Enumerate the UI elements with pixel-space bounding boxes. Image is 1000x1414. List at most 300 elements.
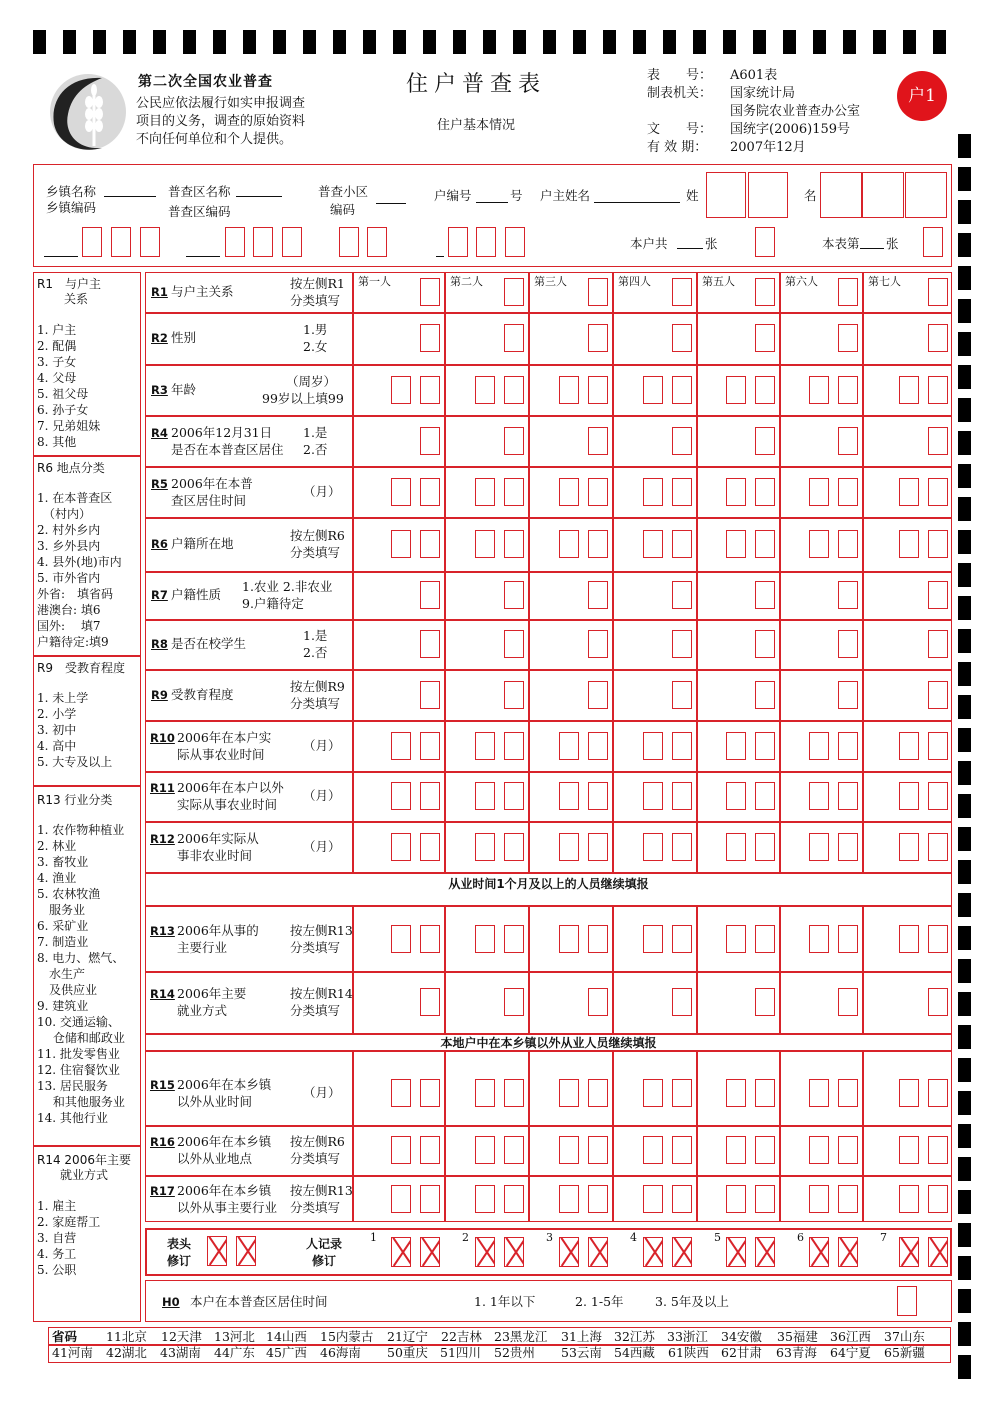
row-label-r14: 2006年主要 [177,986,247,1001]
timing-mark [958,827,971,851]
org-title: 第二次全国农业普查 [138,74,273,90]
input-box-r13[interactable] [559,925,579,953]
input-box-r13[interactable] [588,925,608,953]
row-note-r4: 2.否 [303,441,328,457]
input-box-r6[interactable] [928,530,948,558]
input-box-r5[interactable] [420,478,440,506]
input-box-r2[interactable] [588,324,608,352]
input-box-r15[interactable] [672,1079,692,1107]
row-note-r7: 9.户籍待定 [242,596,304,611]
input-box-r4[interactable] [755,427,775,455]
input-box-r10[interactable] [726,732,746,760]
input-box-r2[interactable] [928,324,948,352]
input-box-r11[interactable] [559,782,579,810]
timing-mark [213,30,226,54]
input-box-r11[interactable] [504,782,524,810]
input-box-r8[interactable] [838,630,858,658]
timing-mark [958,266,971,290]
row-code-r10: R10 [150,730,175,745]
person-revision-box[interactable] [928,1237,948,1267]
input-box-r16[interactable] [391,1136,411,1164]
input-box-r12[interactable] [809,833,829,861]
input-box-r6[interactable] [809,530,829,558]
input-box-r16[interactable] [726,1136,746,1164]
township-name-line[interactable] [104,196,156,197]
zhang-label: 张 [886,236,899,251]
input-box-r12[interactable] [504,833,524,861]
input-box-r1[interactable] [504,278,524,306]
province-code: 35福建 [777,1329,818,1344]
given-name-char-box[interactable] [820,172,862,218]
input-box-r5[interactable] [643,478,663,506]
timing-mark [958,1256,971,1280]
code-input-box[interactable] [505,227,525,257]
input-box-r12[interactable] [643,833,663,861]
input-box-r14[interactable] [755,988,775,1016]
legend-r13-item: 5. 农林牧渔 [37,887,101,901]
h0-input-box[interactable] [897,1286,917,1316]
input-box-r7[interactable] [420,581,440,609]
person-revision-box[interactable] [672,1237,692,1267]
surname-char-box[interactable] [748,172,788,218]
input-box-r15[interactable] [928,1079,948,1107]
legend-r1-item: 2. 配偶 [37,339,77,353]
input-box-r5[interactable] [672,478,692,506]
input-box-r16[interactable] [420,1136,440,1164]
input-box-r5[interactable] [755,478,775,506]
input-box-r9[interactable] [504,681,524,709]
notice-line-2: 项目的义务，调查的原始资料 [136,114,306,129]
this-sheet-box[interactable] [923,227,943,257]
legend-r14-item: 5. 公职 [37,1263,77,1277]
input-box-r3[interactable] [391,376,411,404]
input-box-r9[interactable] [588,681,608,709]
input-box-r17[interactable] [755,1185,775,1213]
input-box-r8[interactable] [420,630,440,658]
input-box-r17[interactable] [928,1185,948,1213]
input-box-r13[interactable] [643,925,663,953]
input-box-r14[interactable] [838,988,858,1016]
row-note-r9: 分类填写 [290,695,341,711]
input-box-r11[interactable] [809,782,829,810]
timing-mark [958,1322,971,1346]
header-revision-box[interactable] [236,1236,256,1266]
person-revision-box[interactable] [809,1237,829,1267]
input-box-r5[interactable] [475,478,495,506]
input-box-r13[interactable] [726,925,746,953]
input-box-r7[interactable] [588,581,608,609]
code-input-box[interactable] [253,227,273,257]
timing-mark [363,30,376,54]
input-box-r17[interactable] [899,1185,919,1213]
input-box-r6[interactable] [899,530,919,558]
input-box-r9[interactable] [420,681,440,709]
input-box-r13[interactable] [928,925,948,953]
input-box-r3[interactable] [838,376,858,404]
input-box-r10[interactable] [391,732,411,760]
input-box-r6[interactable] [391,530,411,558]
province-divider [48,1344,951,1346]
province-code: 43湖南 [160,1345,201,1360]
input-box-r5[interactable] [391,478,411,506]
person-revision-box[interactable] [391,1237,411,1267]
input-box-r10[interactable] [559,732,579,760]
input-box-r17[interactable] [504,1185,524,1213]
input-box-r16[interactable] [559,1136,579,1164]
code-input-box[interactable] [225,227,245,257]
timing-mark [958,530,971,554]
input-box-r3[interactable] [588,376,608,404]
this-sheet-line[interactable] [860,248,884,249]
timing-mark [123,30,136,54]
person-revision-box[interactable] [588,1237,608,1267]
input-box-r5[interactable] [588,478,608,506]
input-box-r10[interactable] [809,732,829,760]
input-box-r1[interactable] [838,278,858,306]
input-box-r15[interactable] [559,1079,579,1107]
input-box-r6[interactable] [726,530,746,558]
input-box-r17[interactable] [672,1185,692,1213]
input-box-r3[interactable] [504,376,524,404]
given-name-char-box[interactable] [862,172,904,218]
code-input-box[interactable] [282,227,302,257]
input-box-r6[interactable] [588,530,608,558]
person-column-header: 第四人 [618,275,651,288]
input-box-r7[interactable] [755,581,775,609]
input-box-r6[interactable] [838,530,858,558]
input-box-r15[interactable] [504,1079,524,1107]
input-box-r11[interactable] [755,782,775,810]
province-code: 15内蒙古 [320,1329,374,1344]
input-box-r6[interactable] [475,530,495,558]
input-box-r17[interactable] [588,1185,608,1213]
input-box-r12[interactable] [672,833,692,861]
input-box-r3[interactable] [475,376,495,404]
input-box-r3[interactable] [672,376,692,404]
legend-r13-item: 11. 批发零售业 [37,1047,120,1061]
input-box-r9[interactable] [838,681,858,709]
legend-r6-item: 3. 乡外县内 [37,539,101,553]
input-box-r15[interactable] [838,1079,858,1107]
input-box-r17[interactable] [391,1185,411,1213]
input-box-r11[interactable] [899,782,919,810]
input-box-r17[interactable] [475,1185,495,1213]
person-revision-box[interactable] [838,1237,858,1267]
input-box-r10[interactable] [504,732,524,760]
input-box-r8[interactable] [504,630,524,658]
legend-r6-item: 港澳台: 填6 [37,603,101,617]
row-code-r15: R15 [150,1077,175,1092]
head-name-line[interactable] [594,202,680,203]
input-box-r12[interactable] [928,833,948,861]
input-box-r6[interactable] [559,530,579,558]
input-box-r17[interactable] [559,1185,579,1213]
input-box-r10[interactable] [838,732,858,760]
input-box-r12[interactable] [391,833,411,861]
code-input-box[interactable] [476,227,496,257]
input-box-r13[interactable] [475,925,495,953]
input-box-r10[interactable] [643,732,663,760]
header-revision-box[interactable] [207,1236,227,1266]
timing-mark [958,761,971,785]
input-box-r2[interactable] [838,324,858,352]
person-revision-box[interactable] [643,1237,663,1267]
input-box-r16[interactable] [928,1136,948,1164]
input-box-r10[interactable] [755,732,775,760]
input-box-r11[interactable] [672,782,692,810]
input-box-r7[interactable] [928,581,948,609]
input-box-r3[interactable] [928,376,948,404]
input-box-r1[interactable] [755,278,775,306]
input-box-r3[interactable] [726,376,746,404]
legend-r13-item: 2. 林业 [37,839,77,853]
person-revision-box[interactable] [559,1237,579,1267]
input-box-r5[interactable] [809,478,829,506]
legend-r13-item: 7. 制造业 [37,935,89,949]
revision-person-number: 4 [630,1231,637,1244]
h0-option-2: 2. 1-5年 [575,1294,624,1309]
h0-code: H0 [162,1295,180,1309]
row-label-r2: 性别 [171,330,197,345]
input-box-r11[interactable] [643,782,663,810]
input-box-r1[interactable] [672,278,692,306]
input-box-r16[interactable] [588,1136,608,1164]
input-box-r16[interactable] [643,1136,663,1164]
person-revision-box[interactable] [504,1237,524,1267]
input-box-r12[interactable] [838,833,858,861]
input-box-r9[interactable] [755,681,775,709]
input-box-r10[interactable] [928,732,948,760]
input-box-r11[interactable] [726,782,746,810]
input-box-r13[interactable] [391,925,411,953]
input-box-r16[interactable] [475,1136,495,1164]
input-box-r3[interactable] [643,376,663,404]
census-subarea-label: 普查小区 [318,184,369,199]
input-box-r5[interactable] [838,478,858,506]
input-box-r2[interactable] [504,324,524,352]
input-box-r3[interactable] [809,376,829,404]
input-box-r16[interactable] [755,1136,775,1164]
household-no-line[interactable] [476,202,508,203]
input-box-r3[interactable] [755,376,775,404]
input-box-r15[interactable] [588,1079,608,1107]
legend-r13-item: 3. 畜牧业 [37,855,89,869]
census-area-name-line[interactable] [236,196,282,197]
input-box-r1[interactable] [588,278,608,306]
banner-employment: 从业时间1个月及以上的人员继续填报 [448,877,649,891]
input-box-r16[interactable] [504,1136,524,1164]
row-label-r17: 2006年在本乡镇 [177,1182,272,1198]
input-box-r9[interactable] [672,681,692,709]
input-box-r11[interactable] [838,782,858,810]
township-name-label: 乡镇名称 [46,184,97,199]
timing-mark [543,30,556,54]
input-box-r10[interactable] [672,732,692,760]
code-input-box[interactable] [82,227,102,257]
person-revision-box[interactable] [899,1237,919,1267]
row-note-r17: 分类填写 [290,1199,341,1215]
input-box-r13[interactable] [672,925,692,953]
person-revision-label: 修订 [312,1254,337,1268]
census-subarea-line[interactable] [376,203,406,204]
code-input-box[interactable] [448,227,468,257]
input-box-r6[interactable] [420,530,440,558]
input-box-r4[interactable] [504,427,524,455]
input-box-r10[interactable] [588,732,608,760]
input-box-r13[interactable] [838,925,858,953]
code-input-box[interactable] [339,227,359,257]
code-input-box[interactable] [367,227,387,257]
input-box-r13[interactable] [420,925,440,953]
revision-person-number: 7 [880,1231,887,1244]
input-box-r11[interactable] [475,782,495,810]
input-box-r12[interactable] [588,833,608,861]
input-box-r8[interactable] [672,630,692,658]
timing-mark [813,30,826,54]
legend-r13-item: 9. 建筑业 [37,999,89,1013]
input-box-r4[interactable] [672,427,692,455]
person-revision-box[interactable] [755,1237,775,1267]
input-box-r7[interactable] [672,581,692,609]
input-box-r17[interactable] [420,1185,440,1213]
input-box-r13[interactable] [899,925,919,953]
given-name-char-box[interactable] [905,172,947,218]
input-box-r14[interactable] [420,988,440,1016]
row-note-r1: 按左侧R1 [290,276,345,291]
total-sheets-box[interactable] [755,227,775,257]
input-box-r2[interactable] [755,324,775,352]
input-box-r12[interactable] [755,833,775,861]
input-box-r15[interactable] [391,1079,411,1107]
legend-r13-title: R13 行业分类 [37,793,113,807]
input-box-r5[interactable] [928,478,948,506]
timing-mark [958,794,971,818]
code-input-box[interactable] [111,227,131,257]
census-subarea-code-label: 编码 [330,202,356,217]
input-box-r2[interactable] [420,324,440,352]
input-box-r7[interactable] [838,581,858,609]
input-box-r12[interactable] [420,833,440,861]
person-revision-box[interactable] [475,1237,495,1267]
input-box-r13[interactable] [809,925,829,953]
input-box-r12[interactable] [475,833,495,861]
legend-r13-item: 10. 交通运输、 [37,1015,120,1029]
person-revision-box[interactable] [726,1237,746,1267]
input-box-r6[interactable] [755,530,775,558]
timing-mark [153,30,166,54]
input-box-r15[interactable] [726,1079,746,1107]
input-box-r15[interactable] [899,1079,919,1107]
input-box-r4[interactable] [420,427,440,455]
input-box-r4[interactable] [838,427,858,455]
legend-r6-item: 1. 在本普查区 [37,491,113,505]
input-box-r10[interactable] [475,732,495,760]
legend-r13-item: 1. 农作物种植业 [37,823,125,837]
input-box-r15[interactable] [475,1079,495,1107]
input-box-r10[interactable] [899,732,919,760]
province-code: 22吉林 [441,1329,482,1344]
row-label-r13: 主要行业 [177,940,228,955]
timing-mark [958,728,971,752]
legend-divider [33,1145,141,1147]
input-box-r3[interactable] [420,376,440,404]
input-box-r14[interactable] [928,988,948,1016]
input-box-r17[interactable] [643,1185,663,1213]
input-box-r14[interactable] [504,988,524,1016]
input-box-r17[interactable] [726,1185,746,1213]
input-box-r15[interactable] [643,1079,663,1107]
row-note-r10: （月） [303,737,341,753]
input-box-r6[interactable] [504,530,524,558]
input-box-r1[interactable] [928,278,948,306]
row-note-r2: 2.女 [303,339,328,354]
input-box-r3[interactable] [899,376,919,404]
input-box-r6[interactable] [643,530,663,558]
input-box-r12[interactable] [726,833,746,861]
input-box-r14[interactable] [672,988,692,1016]
form-title: 住户普查表 [406,72,547,97]
input-box-r12[interactable] [899,833,919,861]
input-box-r5[interactable] [726,478,746,506]
surname-char-box[interactable] [706,172,746,218]
input-box-r15[interactable] [755,1079,775,1107]
input-box-r12[interactable] [559,833,579,861]
input-box-r9[interactable] [928,681,948,709]
input-box-r3[interactable] [559,376,579,404]
input-box-r15[interactable] [420,1079,440,1107]
input-box-r2[interactable] [672,324,692,352]
input-box-r1[interactable] [420,278,440,306]
input-box-r15[interactable] [809,1079,829,1107]
input-box-r8[interactable] [928,630,948,658]
meta-key: 有 效 期： [647,140,708,155]
total-sheets-line[interactable] [677,248,703,249]
input-box-r4[interactable] [588,427,608,455]
input-box-r16[interactable] [672,1136,692,1164]
province-code: 13河北 [214,1329,255,1344]
input-box-r16[interactable] [899,1136,919,1164]
input-box-r11[interactable] [588,782,608,810]
input-box-r16[interactable] [809,1136,829,1164]
input-box-r14[interactable] [588,988,608,1016]
input-box-r7[interactable] [504,581,524,609]
legend-r1-item: 8. 其他 [37,435,77,449]
person-revision-box[interactable] [420,1237,440,1267]
timing-mark [958,365,971,389]
input-box-r16[interactable] [838,1136,858,1164]
legend-r14-item: 2. 家庭帮工 [37,1215,101,1229]
revision-person-number: 3 [546,1231,553,1244]
legend-r14-item: 4. 务工 [37,1247,77,1261]
input-box-r17[interactable] [809,1185,829,1213]
input-box-r11[interactable] [420,782,440,810]
input-box-r13[interactable] [755,925,775,953]
input-box-r5[interactable] [559,478,579,506]
input-box-r17[interactable] [838,1185,858,1213]
input-box-r4[interactable] [928,427,948,455]
input-box-r6[interactable] [672,530,692,558]
input-box-r5[interactable] [899,478,919,506]
input-box-r11[interactable] [391,782,411,810]
input-box-r13[interactable] [504,925,524,953]
province-code: 36江西 [830,1329,871,1344]
input-box-r5[interactable] [504,478,524,506]
code-input-box[interactable] [140,227,160,257]
input-box-r10[interactable] [420,732,440,760]
input-box-r11[interactable] [928,782,948,810]
input-box-r8[interactable] [755,630,775,658]
input-box-r8[interactable] [588,630,608,658]
